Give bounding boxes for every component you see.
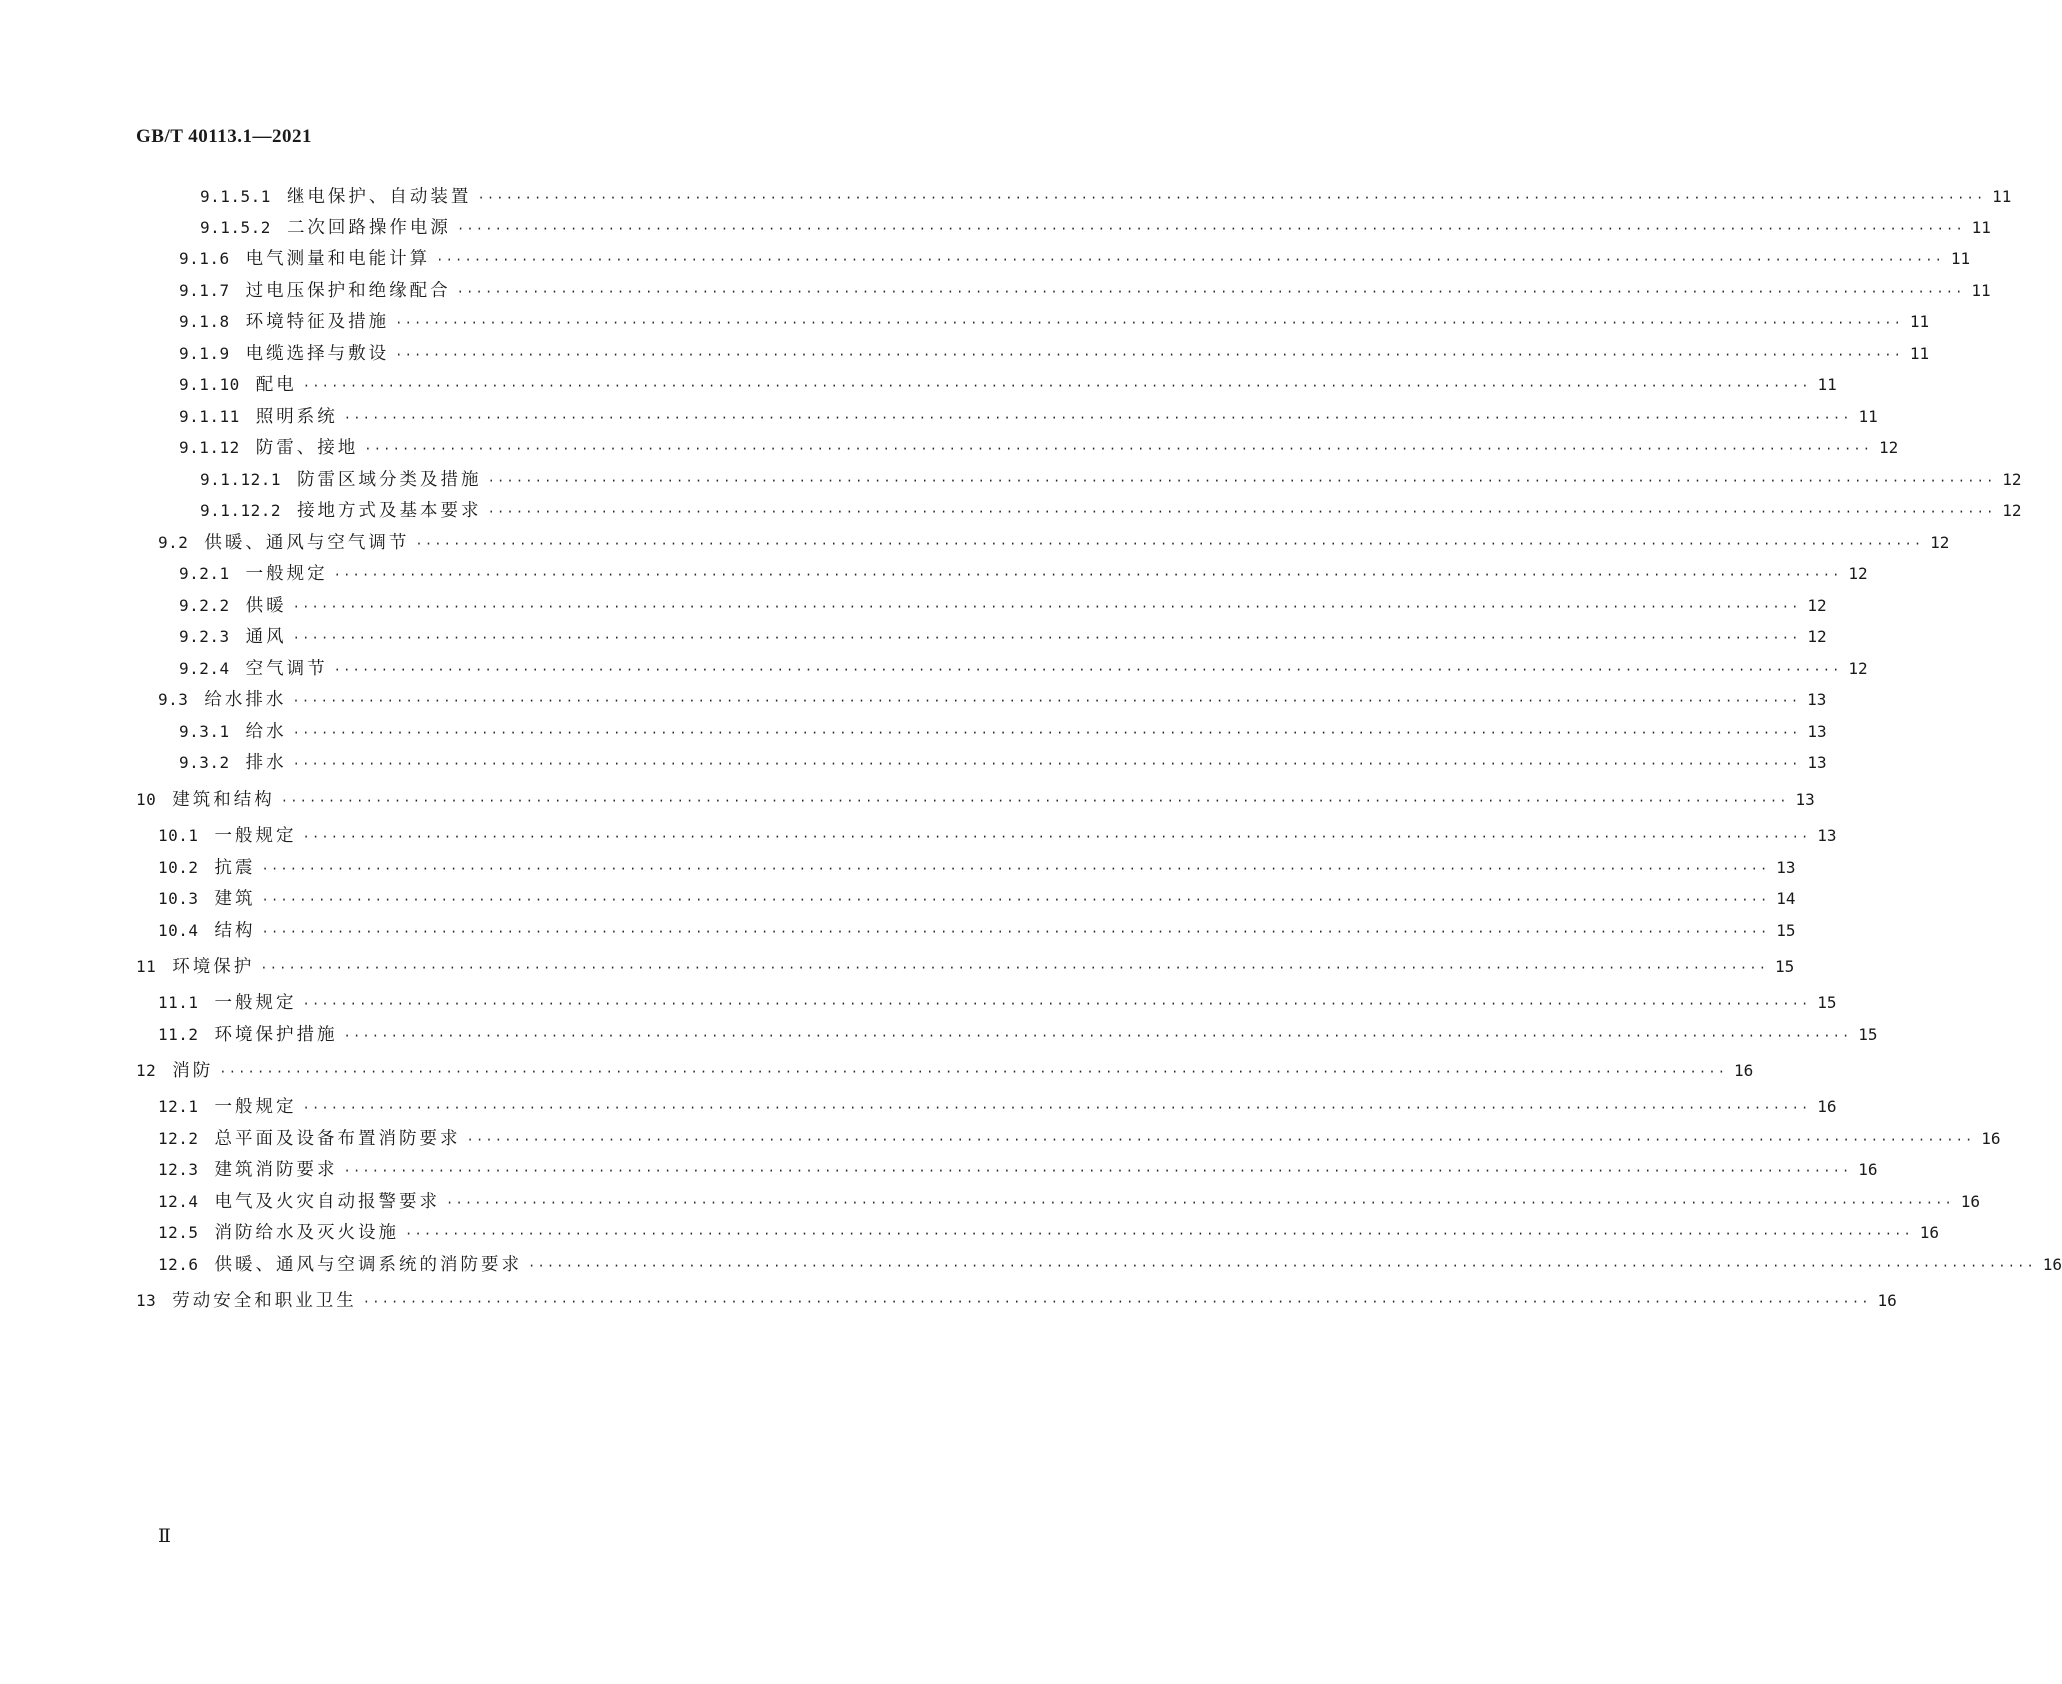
- toc-entry[interactable]: [158, 1251, 2062, 1277]
- leader-dots: ································································································································································: [395, 348, 1904, 362]
- toc-entry-title: 总平面及设备布置消防要求: [214, 1129, 461, 1149]
- toc-entry[interactable]: [179, 592, 1827, 618]
- leader-dots: ································································································································································: [436, 253, 1945, 267]
- toc-entry-page: 11: [1909, 312, 1930, 331]
- toc-entry[interactable]: [200, 183, 2012, 209]
- toc-entry-title: 给水: [245, 722, 287, 742]
- toc-entry-number: 12.1: [158, 1097, 199, 1116]
- toc-entry[interactable]: [158, 1219, 1939, 1245]
- toc-entry[interactable]: [136, 1287, 1897, 1313]
- toc-entry[interactable]: [136, 1057, 1754, 1083]
- leader-dots: ································································································································································: [261, 862, 1770, 876]
- leader-dots: ································································································································································: [487, 474, 1996, 488]
- toc-entry-title: 通风: [245, 627, 287, 647]
- toc-entry[interactable]: [158, 1021, 1878, 1047]
- leader-dots: ································································································································································: [343, 1164, 1852, 1178]
- toc-entry-number: 9.1.6: [179, 249, 230, 268]
- toc-entry-page: 16: [1817, 1097, 1837, 1116]
- toc-entry-title: 供暖、通风与空气调节: [204, 533, 410, 553]
- toc-entry[interactable]: [158, 1156, 1878, 1182]
- toc-entry[interactable]: [179, 340, 1930, 366]
- toc-entry-page: 15: [1776, 921, 1796, 940]
- toc-entry-page: 16: [2042, 1255, 2062, 1274]
- toc-entry[interactable]: [158, 686, 1827, 712]
- toc-entry-number: 9.1.9: [179, 344, 230, 363]
- leader-dots: ································································································································································: [362, 1295, 1871, 1309]
- toc-entry-page: 16: [1877, 1291, 1897, 1310]
- toc-entry-number: 9.1.7: [179, 281, 230, 300]
- leader-dots: ································································································································································: [528, 1259, 2036, 1273]
- toc-entry-title: 结构: [214, 921, 256, 941]
- toc-entry-title: 接地方式及基本要求: [297, 501, 482, 521]
- toc-entry-page: 12: [2002, 470, 2022, 489]
- toc-entry-title: 二次回路操作电源: [286, 218, 451, 238]
- toc-entry-page: 12: [1848, 564, 1868, 583]
- toc-entry-title: 建筑: [214, 889, 256, 909]
- toc-entry-title: 电缆选择与敷设: [245, 344, 390, 364]
- toc-entry[interactable]: [158, 1125, 2001, 1151]
- leader-dots: ································································································································································: [260, 961, 1769, 975]
- toc-entry-number: 9.1.12.1: [200, 470, 282, 489]
- toc-entry[interactable]: [158, 529, 1950, 555]
- toc-entry-title: 供暖、通风与空调系统的消防要求: [214, 1255, 523, 1275]
- toc-entry-number: 9.2.2: [179, 596, 230, 615]
- toc-entry-number: 9.1.11: [179, 407, 240, 426]
- toc-entry-number: 9.1.5.1: [200, 187, 271, 206]
- toc-entry-number: 12.3: [158, 1160, 199, 1179]
- leader-dots: ································································································································································: [261, 893, 1770, 907]
- toc-entry-title: 继电保护、自动装置: [286, 187, 472, 207]
- leader-dots: ································································································································································: [292, 600, 1801, 614]
- toc-entry[interactable]: [136, 953, 1795, 979]
- toc-entry-title: 照明系统: [255, 407, 338, 427]
- toc-entry-number: 9.1.8: [179, 312, 230, 331]
- toc-entry-page: 14: [1776, 889, 1796, 908]
- leader-dots: ································································································································································: [456, 285, 1965, 299]
- leader-dots: ································································································································································: [333, 663, 1842, 677]
- leader-dots: ································································································································································: [280, 794, 1789, 808]
- toc-entry-number: 10.2: [158, 858, 199, 877]
- toc-entry-number: 9.1.12.2: [200, 501, 282, 520]
- toc-entry-number: 12: [136, 1061, 157, 1080]
- toc-entry-page: 11: [1992, 187, 2012, 206]
- toc-entry-page: 11: [1909, 344, 1930, 363]
- page-number: Ⅱ: [158, 1526, 171, 1547]
- toc-entry[interactable]: [179, 623, 1827, 649]
- toc-entry-number: 9.3.1: [179, 722, 230, 741]
- toc-entry-page: 13: [1817, 826, 1837, 845]
- leader-dots: ································································································································································: [302, 997, 1811, 1011]
- toc-entry-title: 空气调节: [245, 659, 328, 679]
- toc-entry-page: 12: [1807, 627, 1827, 646]
- leader-dots: ································································································································································: [292, 726, 1801, 740]
- toc-entry-page: 16: [1960, 1192, 1980, 1211]
- toc-entry-title: 一般规定: [214, 826, 297, 846]
- toc-entry-number: 9.3.2: [179, 753, 230, 772]
- toc-entry-number: 9.3: [158, 690, 189, 709]
- toc-entry-number: 13: [136, 1291, 157, 1310]
- toc-entry[interactable]: [158, 989, 1837, 1015]
- toc-entry-title: 防雷区域分类及措施: [297, 470, 482, 490]
- toc-entry[interactable]: [200, 466, 2022, 492]
- toc-entry[interactable]: [179, 749, 1827, 775]
- toc-entry[interactable]: [136, 786, 1815, 812]
- toc-entry-page: 12: [1848, 659, 1868, 678]
- toc-entry[interactable]: [179, 718, 1827, 744]
- toc-entry-page: 12: [1930, 533, 1950, 552]
- toc-entry-page: 12: [1878, 438, 1899, 457]
- toc-entry-title: 电气测量和电能计算: [245, 249, 431, 269]
- toc-entry-number: 9.2.3: [179, 627, 230, 646]
- toc-entry[interactable]: [179, 655, 1868, 681]
- toc-entry[interactable]: [158, 917, 1796, 943]
- toc-entry-title: 消防给水及灭火设施: [214, 1223, 400, 1243]
- leader-dots: ································································································································································: [292, 694, 1801, 708]
- toc-entry[interactable]: [179, 560, 1868, 586]
- leader-dots: ································································································································································: [302, 1101, 1811, 1115]
- leader-dots: ································································································································································: [477, 191, 1986, 205]
- toc-entry-number: 10.1: [158, 826, 199, 845]
- toc-entry-title: 环境保护: [172, 957, 255, 977]
- toc-entry-title: 建筑和结构: [172, 790, 275, 810]
- toc-entry-title: 抗震: [214, 858, 256, 878]
- toc-entry[interactable]: [179, 245, 1971, 271]
- toc-entry-number: 12.6: [158, 1255, 199, 1274]
- toc-entry-page: 15: [1774, 957, 1795, 976]
- toc-entry-page: 16: [1981, 1129, 2001, 1148]
- leader-dots: ································································································································································: [219, 1065, 1728, 1079]
- toc-entry-title: 供暖: [245, 596, 287, 616]
- standard-number: GB/T 40113.1—2021: [136, 126, 313, 147]
- toc-entry-number: 9.2: [158, 533, 189, 552]
- leader-dots: ································································································································································: [364, 442, 1873, 456]
- toc-entry-number: 9.1.12: [179, 438, 240, 457]
- toc-entry-number: 12.5: [158, 1223, 199, 1242]
- toc-entry-number: 10: [136, 790, 157, 809]
- toc-entry-page: 15: [1817, 993, 1837, 1012]
- toc-entry-title: 配电: [255, 375, 297, 395]
- toc-entry-number: 11.2: [158, 1025, 199, 1044]
- toc-entry[interactable]: [158, 1093, 1837, 1119]
- toc-entry-number: 11: [136, 957, 157, 976]
- toc-entry[interactable]: [158, 1188, 1980, 1214]
- toc-entry-title: 消防: [172, 1061, 214, 1081]
- leader-dots: ································································································································································: [261, 925, 1770, 939]
- toc-entry-number: 11.1: [158, 993, 199, 1012]
- leader-dots: ································································································································································: [456, 222, 1965, 236]
- toc-entry-page: 12: [2002, 501, 2022, 520]
- leader-dots: ································································································································································: [466, 1133, 1975, 1147]
- toc-entry-page: 16: [1919, 1223, 1939, 1242]
- toc-entry-page: 11: [1971, 218, 1991, 237]
- leader-dots: ································································································································································: [302, 830, 1811, 844]
- toc-entry-page: 13: [1807, 690, 1827, 709]
- toc-entry[interactable]: [200, 497, 2022, 523]
- toc-entry[interactable]: [158, 822, 1837, 848]
- toc-entry-number: 12.2: [158, 1129, 199, 1148]
- toc-entry[interactable]: [179, 308, 1930, 334]
- toc-entry-number: 10.4: [158, 921, 199, 940]
- toc-entry[interactable]: [179, 403, 1878, 429]
- toc-entry-number: 9.2.4: [179, 659, 230, 678]
- toc-entry[interactable]: [158, 854, 1796, 880]
- toc-entry-page: 13: [1807, 722, 1827, 741]
- toc-entry[interactable]: [179, 277, 1991, 303]
- toc-entry[interactable]: [158, 885, 1796, 911]
- toc-entry-number: 12.4: [158, 1192, 199, 1211]
- toc-entry-title: 防雷、接地: [255, 438, 359, 458]
- toc-entry-page: 11: [1858, 407, 1878, 426]
- toc-entry-number: 10.3: [158, 889, 199, 908]
- toc-entry-number: 9.1.10: [179, 375, 240, 394]
- leader-dots: ································································································································································: [395, 316, 1904, 330]
- toc-entry[interactable]: [179, 371, 1837, 397]
- toc-entry-page: 16: [1858, 1160, 1878, 1179]
- leader-dots: ································································································································································: [487, 505, 1996, 519]
- toc-entry-page: 13: [1807, 753, 1827, 772]
- toc-entry-page: 11: [1817, 375, 1837, 394]
- leader-dots: ································································································································································: [333, 568, 1842, 582]
- leader-dots: ································································································································································: [302, 379, 1811, 393]
- toc-entry-title: 建筑消防要求: [214, 1160, 338, 1180]
- toc-entry-page: 12: [1807, 596, 1827, 615]
- toc-entry-title: 一般规定: [214, 993, 297, 1013]
- toc-entry[interactable]: [179, 434, 1899, 460]
- toc-entry-title: 电气及火灾自动报警要求: [214, 1192, 441, 1212]
- toc-entry-title: 一般规定: [245, 564, 328, 584]
- toc-entry-title: 一般规定: [214, 1097, 297, 1117]
- toc-entry-title: 排水: [245, 753, 287, 773]
- toc-entry-title: 劳动安全和职业卫生: [172, 1291, 357, 1311]
- toc-entry-page: 11: [1971, 281, 1991, 300]
- leader-dots: ································································································································································: [292, 757, 1801, 771]
- leader-dots: ································································································································································: [343, 411, 1852, 425]
- toc-entry[interactable]: [200, 214, 1991, 240]
- toc-entry-number: 9.1.5.2: [200, 218, 271, 237]
- leader-dots: ································································································································································: [292, 631, 1801, 645]
- toc-entry-page: 15: [1858, 1025, 1878, 1044]
- toc-entry-page: 13: [1795, 790, 1815, 809]
- leader-dots: ································································································································································: [415, 537, 1924, 551]
- leader-dots: ································································································································································: [405, 1227, 1913, 1241]
- toc-entry-number: 9.2.1: [179, 564, 230, 583]
- toc-entry-title: 给水排水: [204, 690, 287, 710]
- toc-entry-title: 环境特征及措施: [245, 312, 390, 332]
- toc-entry-page: 11: [1950, 249, 1971, 268]
- toc-entry-title: 环境保护措施: [214, 1025, 338, 1045]
- toc-entry-page: 13: [1776, 858, 1796, 877]
- leader-dots: ································································································································································: [343, 1029, 1852, 1043]
- leader-dots: ································································································································································: [446, 1196, 1954, 1210]
- toc-entry-page: 16: [1733, 1061, 1754, 1080]
- toc-entry-title: 过电压保护和绝缘配合: [245, 281, 451, 301]
